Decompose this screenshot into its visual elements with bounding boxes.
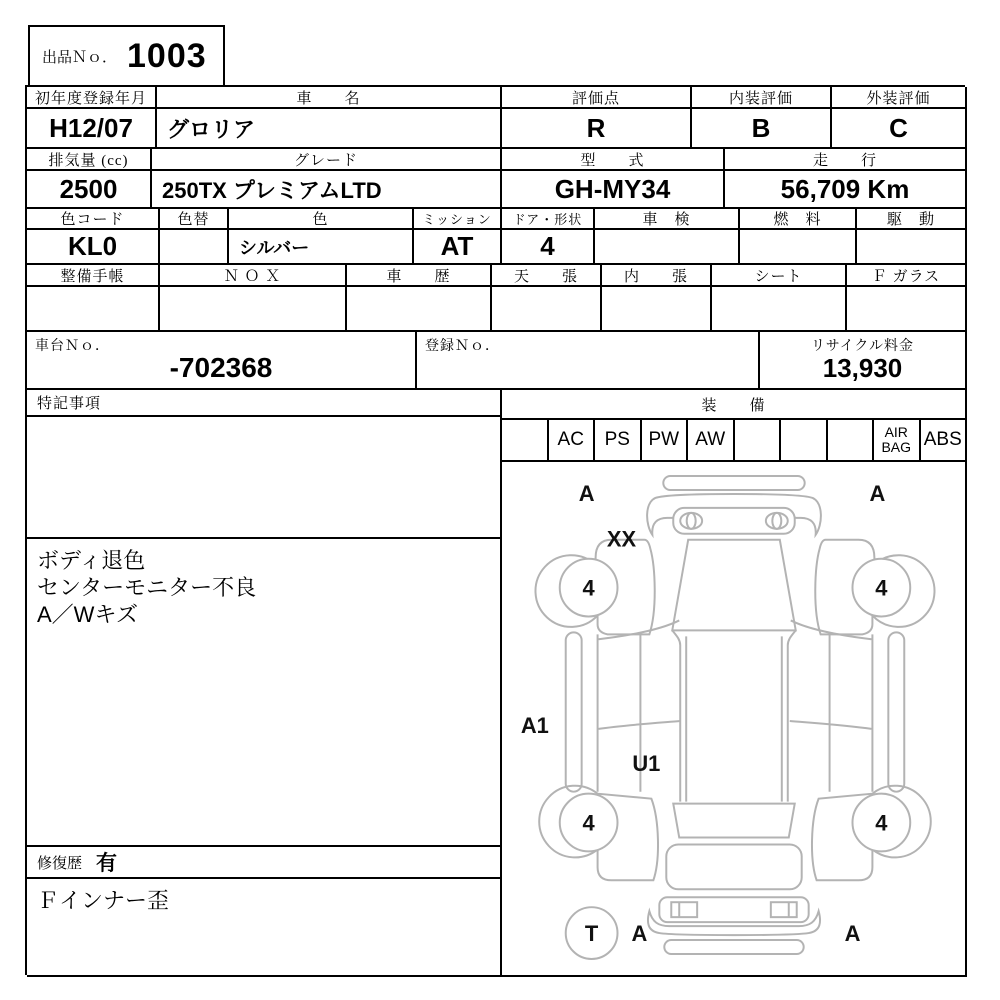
displacement-header: 排気量 (cc) [27, 149, 152, 171]
color-code-value: KL0 [27, 230, 160, 265]
color-change-header: 色替 [160, 209, 229, 230]
mileage-value: 56,709 Km [725, 171, 967, 209]
auction-number-value: 1003 [127, 36, 207, 75]
seat-value [712, 287, 847, 332]
service-book-value [27, 287, 160, 332]
equipment-cell-abs: ABS [923, 429, 962, 450]
special-notes-list [27, 539, 502, 847]
headliner-value [492, 287, 602, 332]
service-book-header: 整備手帳 [27, 265, 160, 287]
special-note-line: センターモニター不良 [37, 575, 257, 600]
drive-header: 駆 動 [857, 209, 967, 230]
equipment-row [502, 420, 967, 462]
damage-mark: 4 [875, 810, 888, 836]
equipment-cell-ac: AC [549, 420, 596, 460]
equipment-cell [781, 420, 828, 460]
equipment-cell [502, 420, 549, 460]
equipment-cell [735, 420, 782, 460]
mileage-header: 走 行 [725, 149, 967, 171]
equipment-header: 装 備 [502, 390, 967, 420]
damage-mark: A [869, 480, 886, 506]
interior-grade-value: B [692, 109, 832, 149]
equipment-cell-ps: PS [595, 420, 642, 460]
cabin-inner-lines [686, 636, 782, 801]
first-registration-value: H12/07 [27, 109, 157, 149]
front-grille-panel [673, 508, 794, 534]
color-header: 色 [229, 209, 414, 230]
main-table [25, 85, 965, 975]
door-shape-header: ドア・形状 [502, 209, 595, 230]
inspection-value [595, 230, 740, 265]
fuel-header: 燃 料 [740, 209, 857, 230]
rear-bumper-bottom-strip [664, 940, 803, 954]
front-glass-header: Ｆ ガラス [847, 265, 967, 287]
equipment-cell-airbag: AIR BAG [874, 420, 921, 460]
first-registration-header: 初年度登録年月 [27, 87, 157, 109]
nox-header: Ｎ Ｏ Ｘ [160, 265, 347, 287]
rocker-sill [566, 632, 582, 791]
chassis-number-value: -702368 [169, 352, 273, 383]
hood-windshield [672, 540, 795, 631]
nox-value [160, 287, 347, 332]
chassis-number-cell [27, 332, 417, 390]
transmission-header: ミッション [414, 209, 502, 230]
trunk-lid [666, 844, 801, 889]
auction-number-box [28, 25, 225, 87]
car-history-header: 車 歴 [347, 265, 492, 287]
front-glass-value [847, 287, 967, 332]
repair-history-row [27, 847, 502, 879]
grade-value: 250TX プレミアムLTD [152, 171, 502, 209]
transmission-value: AT [414, 230, 502, 265]
rear-window [673, 804, 794, 838]
repair-history-value: 有 [96, 852, 118, 875]
damage-mark: A1 [520, 712, 549, 738]
registration-number-cell [417, 332, 760, 390]
car-damage-diagram [502, 462, 967, 977]
repair-note-line: Ｆインナー歪 [37, 888, 170, 913]
fuel-value [740, 230, 857, 265]
chassis-number-label: 車台Ｎｏ． [35, 339, 110, 354]
score-value: R [502, 109, 692, 149]
door-shape-value: 4 [502, 230, 595, 265]
headliner-header: 天 張 [492, 265, 602, 287]
displacement-value: 2500 [27, 171, 152, 209]
repair-history-label: 修復歴 [37, 855, 83, 872]
score-header: 評価点 [502, 87, 692, 109]
grade-header: グレード [152, 149, 502, 171]
damage-mark: 4 [582, 810, 595, 836]
equipment-cell-pw: PW [642, 420, 689, 460]
repair-note-area [27, 879, 502, 977]
color-code-header: 色コード [27, 209, 160, 230]
car-history-value [347, 287, 492, 332]
damage-mark: A [631, 921, 648, 947]
equipment-cell-aw: AW [688, 420, 735, 460]
auction-number-label: 出品Ｎｏ． [42, 49, 118, 66]
rear-panel [659, 897, 808, 922]
exterior-grade-header: 外装評価 [832, 87, 967, 109]
drive-value [857, 230, 967, 265]
damage-mark: A [578, 480, 595, 506]
seat-header: シート [712, 265, 847, 287]
special-note-line: A／Wキズ [37, 602, 138, 627]
damage-mark: 4 [582, 575, 595, 601]
special-note-line: ボディ退色 [37, 548, 146, 573]
car-name-value: グロリア [157, 109, 502, 149]
damage-mark: T [584, 921, 599, 947]
registration-number-label: 登録Ｎｏ． [425, 339, 500, 354]
equipment-cell [828, 420, 875, 460]
model-code-header: 型 式 [502, 149, 725, 171]
cabin-sides [672, 630, 795, 801]
damage-mark: U1 [632, 750, 661, 776]
door-trim-value [602, 287, 712, 332]
car-diagram-svg [502, 462, 965, 977]
car-name-header: 車 名 [157, 87, 502, 109]
damage-mark: XX [606, 526, 637, 552]
special-notes-header: 特記事項 [27, 390, 502, 417]
car-outline [535, 476, 934, 959]
door-trim-header: 内 張 [602, 265, 712, 287]
damage-mark: 4 [875, 575, 888, 601]
front-bumper-top-strip [663, 476, 804, 490]
color-value: シルバー [229, 230, 414, 265]
recycle-fee-cell [760, 332, 967, 390]
interior-grade-header: 内装評価 [692, 87, 832, 109]
recycle-fee-label: リサイクル料金 [810, 339, 915, 354]
recycle-fee-value: 13,930 [822, 352, 903, 383]
damage-mark: A [844, 921, 861, 947]
special-notes-empty-area [27, 417, 502, 539]
model-code-value: GH-MY34 [502, 171, 725, 209]
exterior-grade-value: C [832, 109, 967, 149]
color-change-value [160, 230, 229, 265]
inspection-header: 車 検 [595, 209, 740, 230]
